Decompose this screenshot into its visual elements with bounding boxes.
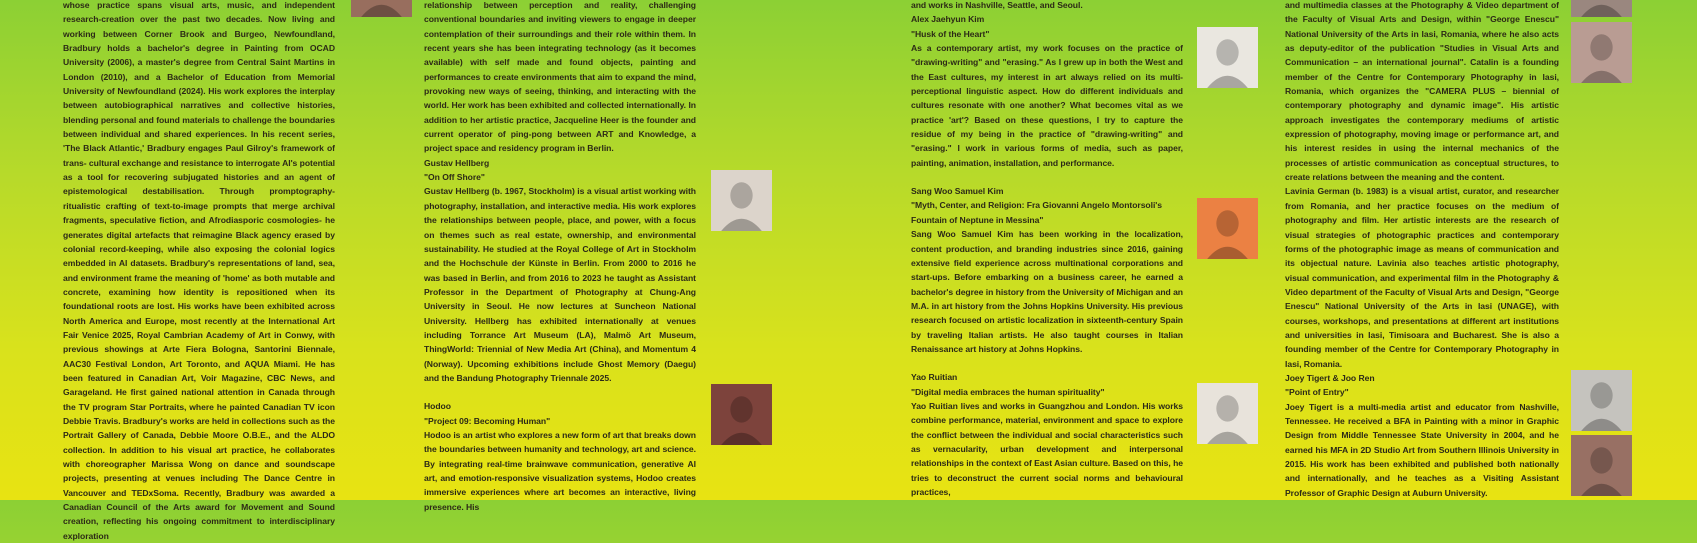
work-title: "Project 09: Becoming Human" xyxy=(424,415,551,426)
artist-entry xyxy=(1285,371,1559,500)
artist-portrait-image xyxy=(351,0,412,17)
bio-text: Joey Tigert is a multi-media artist and educator from Nashville, Tennessee. He received a BFA in Painting with a minor in Graphic Design from Middle Tennessee State University in 2004, and he earned his MFA in 2D Studio Art from Southern Illinois University in 2015. His work has been exhibited and published both nationally and internationally, and he teaches as a Visiting Assistant Professor of Graphic Design at Auburn University. xyxy=(1285,401,1559,498)
artist-name: Sang Woo Samuel Kim xyxy=(911,186,1004,197)
artist-name: Alex Jaehyun Kim xyxy=(911,14,985,25)
artist-portrait-image xyxy=(711,384,772,445)
bio-text: and works in Nashville, Seattle, and Seoul. xyxy=(911,0,1083,10)
artist-entry xyxy=(424,399,696,514)
artist-name: Gustav Hellberg xyxy=(424,157,490,168)
artist-entry xyxy=(911,12,1183,170)
artist-portrait-image xyxy=(1197,383,1258,444)
bio-text: Yao Ruitian lives and works in Guangzhou and London. His works combine performance, material, environment and space to explore the conflict between the individual and social characteristics such as vernacularity, urban development and interpersonal relationships in the context of East Asian culture. Based on this, he tries to deconstruct the current social norms and behavioural practices, xyxy=(911,400,1183,497)
artist-portrait-image xyxy=(1197,198,1258,259)
work-title: "Myth, Center, and Religion: Fra Giovanni Angelo Montorsoli's Fountain of Neptune in Messina" xyxy=(911,200,1163,225)
bio-text: Hodoo is an artist who explores a new form of art that breaks down the boundaries between humanity and technology, art and science. By integrating real-time brainwave communication, generative AI art, and emotion-responsive visualization systems, Hodoo creates immersive experiences where art becomes an interactive, living presence. His xyxy=(424,429,696,512)
bio-text: As a contemporary artist, my work focuses on the practice of "drawing-writing" and "erasing." As I grew up in both the West and the East cultures, my interest in art always relied on its multi-perceptional linguistic aspect. How do different individuals and cultures resonate with one another? What becomes vital as we practice 'art'? Based on these questions, I try to capture the residue of my being in the practice of "drawing-writing" and "erasing." I work in various forms of media, such as paper, painting, animation, installation, and performance. xyxy=(911,43,1183,168)
bio-text: relationship between perception and reality, challenging conventional boundaries and inviting viewers to engage in deeper contemplation of their surroundings and their role within them. In recent years she has been integrating technology (as it becomes available) with self made and found objects, painting and performances to create environments that aim to expand the mind, provoking new ways of seeing, thinking, and interacting with the world. Her work has been exhibited and collected internationally. In addition to her artistic practice, Jacqueline Heer is the founder and current operator of ping-pong between ART and Knowledge, a project space and residency program in Berlin. xyxy=(424,0,696,154)
artist-portrait-image xyxy=(1571,0,1632,17)
work-title: "On Off Shore" xyxy=(424,172,485,183)
work-title: "Husk of the Heart" xyxy=(911,28,990,39)
bio-text: whose practice spans visual arts, music, and independent research-creation over the past two decades. Now living and working between Corner Brook and Burgeo, Newfoundland, Bradbury holds a bachelor's degree in Painting from OCAD University (2006), a master's degree from Central Saint Martins in London (2010), and a Bachelor of Education from Memorial University of Newfoundland (2024). His work explores the interplay between autobiographical narratives and collective histories, blending personal and found materials to challenge the boundaries between individual and shared experiences. In his recent series, 'The Black Atlantic,' Bradbury engages Paul Gilroy's framework of trans- cultural exchange and resistance to interrogate AI's potential as a tool for recovering subjugated histories and an agent of epistemological destabilisation. Through promptography- ritualistic crafting of text-to-image prompts that merge archival fragments, speculative fiction, and Afrodiasporic cosmologies- he generates digital artefacts that reimagine Black agency erased by colonial record-keeping, while also exposing the colonial logics embedded in AI datasets. Bradbury's representations of land, sea, and environment frame the meaning of 'home' as both mutable and concrete, examining how identity is repositioned when its foundational roots are lost. His works have been exhibited across North America and Europe, most recently at the International Art Fair Venice 2025, Royal Cambrian Academy of Art in Conwy, with previous showings at Arte Fiera Bologna, Santorini Biennale, AAC30 Festival London, Art Toronto, and AQUA Miami. He has been featured in Canadian Art, Voir Magazine, CBC News, and Garageland. He first gained national attention in Canada through the TV program Star Portraits, where he painted Canadian TV icon Debbie Travis. Bradbury's works are held in collections such as the Portrait Gallery of Canada, Debbie Moore O.B.E., and the ALDO collection. In addition to his visual art practice, he collaborates with choreographer Marissa Wong on dance and soundscape projects, presenting at venues including The Dance Centre in Vancouver and TEDxSoma. Recently, Bradbury was awarded a Canadian Council of the Arts award for Movement and Sound creation, reflecting his ongoing commitment to interdisciplinary exploration xyxy=(63,0,335,541)
bio-text: and multimedia classes at the Photography & Video department of the Faculty of Visual Arts and Design, within "George Enescu" National University of the Arts in Iasi, Romania, where he also acts as deputy-editor of the publication "Studies in Visual Arts and Communication – an international journal". Catalin is a founding member of the Centre for Contemporary Photography in Iasi, Romania, which organizes the "CAMERA PLUS – biennial of contemporary photography and dynamic image". His artistic approach investigates the contemporary mediums of artistic expression of photography, moving image or performance art, and his interest resides in using the internal mechanics of the processes of artistic communication as conceptual structures, to create relations between the meaning and the content. xyxy=(1285,0,1559,183)
artist-entry xyxy=(424,156,696,386)
bio-column-3 xyxy=(911,0,1183,513)
artist-name: Yao Ruitian xyxy=(911,372,958,383)
artist-entry xyxy=(911,370,1183,499)
bio-text: Sang Woo Samuel Kim has been working in the localization, content production, and branding industries since 2016, gaining extensive field experience across multinational corporations and start-ups. Before embarking on a business career, he earned a bachelor's degree in history from the University of Michigan and an M.A. in art history from the Johns Hopkins University. His previous research focused on artistic localization in sixteenth-century Spain by traveling Italian artists. He also taught courses in Italian Renaissance art history at Johns Hopkins. xyxy=(911,229,1183,354)
artist-name: Joey Tigert & Joo Ren xyxy=(1285,372,1375,383)
artist-portrait-image xyxy=(1571,435,1632,496)
bio-text: Gustav Hellberg (b. 1967, Stockholm) is a visual artist working with photography, installation, and interactive media. His work explores the relationships between people, place, and power, with a focus on themes such as real estate, ownership, and environmental sustainability. He studied at the Royal College of Art in Stockholm and the Hochschule der Künste in Berlin. From 2000 to 2016 he was based in Berlin, and from 2016 to 2023 he taught as Assistant Professor in the Department of Photography at Chung-Ang University in Seoul. He now lectures at Suncheon National University. Hellberg has exhibited internationally at venues including Torrance Art Museum (LA), Malmö Art Museum, ThingWorld: Triennial of New Media Art (China), and Momentum 4 (Norway). Upcoming exhibitions include Ghost Memory (Daegu) and the Bandung Photography Triennale 2025. xyxy=(424,186,696,383)
bio-column-1 xyxy=(63,0,335,543)
bio-text: Lavinia German (b. 1983) is a visual artist, curator, and researcher from Romania, and her practice focuses on the medium of photography and film. Her artistic interests are the research of visual strategies of photographic practices and contemporary forms of the photographic image as means of communication and its objectual nature. Lavinia also teaches artistic photography, visual communication, and experimental film in the Photography & Video department of the Faculty of Visual Arts and Design, "George Enescu" National University of the Arts in Iasi (UNAGE), with courses, workshops, and presentations at different art institutions and universities in Iasi, Timisoara and Bucharest. She is also a founding member of the Centre for Contemporary Photography in Iasi, Romania. xyxy=(1285,186,1559,369)
artist-entry xyxy=(911,184,1183,356)
artist-portrait-image xyxy=(1571,22,1632,83)
bio-column-4 xyxy=(1285,0,1559,514)
artist-portrait-image xyxy=(1571,370,1632,431)
artist-portrait-image xyxy=(1197,27,1258,88)
work-title: "Digital media embraces the human spirituality" xyxy=(911,386,1105,397)
artist-portrait-image xyxy=(711,170,772,231)
artist-name: Hodoo xyxy=(424,401,451,412)
work-title: "Point of Entry" xyxy=(1285,387,1349,398)
bio-column-2 xyxy=(424,0,696,528)
